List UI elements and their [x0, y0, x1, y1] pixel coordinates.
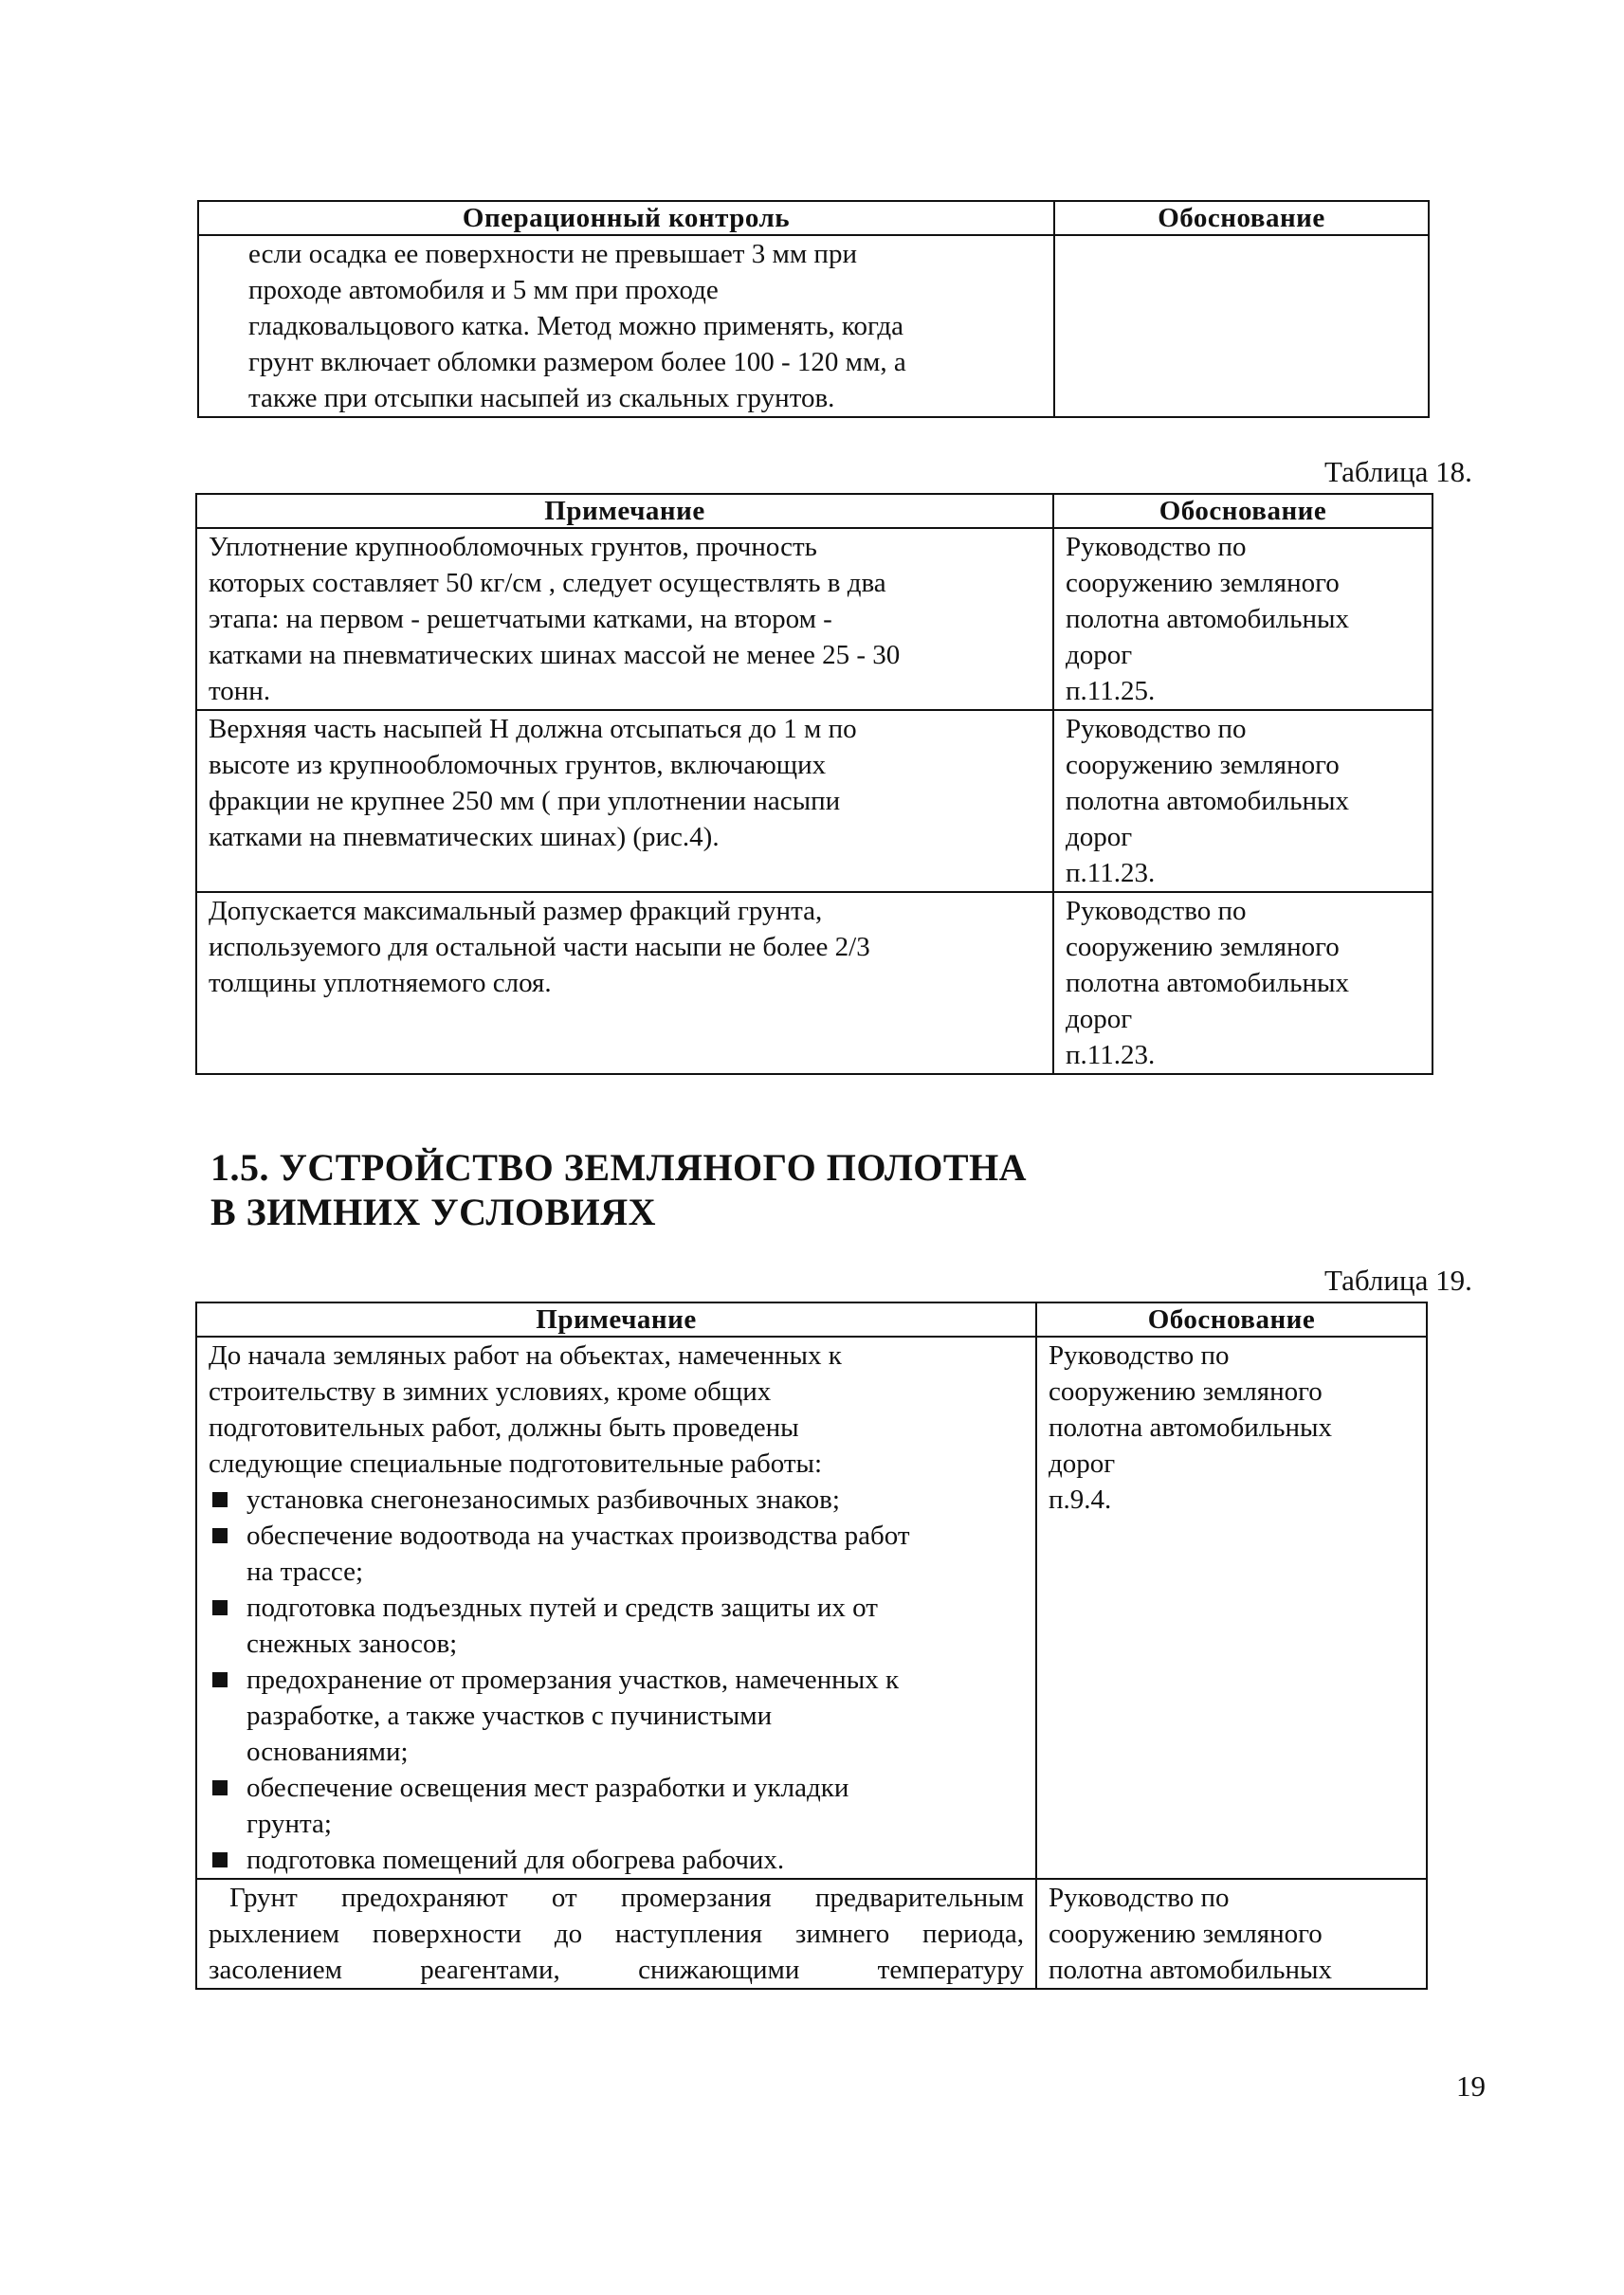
square-bullet-icon [212, 1600, 228, 1615]
note-text: Уплотнение крупнообломочных грунтов, прочность которых составляет 50 кг/см , следует осуществлять в два этапа: на первом - решетчатыми катками, на втором - катками на пневматических шинах массой не менее 25 - 30 тонн. [209, 532, 901, 706]
header-basis: Обоснование [1036, 1302, 1427, 1337]
note-line: Грунт предохраняют от промерзания предварительным [229, 1883, 1024, 1913]
note-text: Верхняя часть насыпей Н должна отсыпаться до 1 м по высоте из крупнообломочных грунтов, включающих фракции не крупнее 250 мм ( при уплотнении насыпи катками на пневматических шинах) (рис.4). [209, 714, 857, 852]
square-bullet-icon [212, 1528, 228, 1543]
note-intro: До начала земляных работ на объектах, намеченных к строительству в зимних условиях, кроме общих подготовительных работ, должны быть проведены следующие специальные подготовительные работы: [209, 1340, 842, 1479]
note-text: Допускается максимальный размер фракций грунта, используемого для остальной части насыпи не более 2/3 толщины уплотняемого слоя. [209, 896, 870, 998]
table-row [198, 235, 1429, 417]
basis-text: Руководство по сооружению земляного полотна автомобильных дорог п.9.4. [1049, 1340, 1332, 1515]
list-item: обеспечение освещения мест разработки и укладки грунта; [209, 1770, 1024, 1842]
basis-text: Руководство по сооружению земляного полотна автомобильных дорог п.11.25. [1066, 532, 1349, 706]
list-item: установка снегонезаносимых разбивочных знаков; [209, 1482, 1024, 1518]
table-row [196, 1337, 1427, 1879]
list-item: предохранение от промерзания участков, намеченных к разработке, а также участков с пучинистыми основаниями; [209, 1662, 1024, 1770]
square-bullet-icon [212, 1492, 228, 1507]
table19-caption: Таблица 19. [1324, 1264, 1472, 1297]
section-title: 1.5. УСТРОЙСТВО ЗЕМЛЯНОГО ПОЛОТНА В ЗИМНИХ УСЛОВИЯХ [210, 1146, 1028, 1233]
header-basis: Обоснование [1053, 494, 1432, 528]
note-line: засолением реагентами, снижающими температуру [209, 1955, 1024, 1985]
basis-text: Руководство по сооружению земляного полотна автомобильных дорог п.11.23. [1066, 714, 1349, 888]
table18-caption: Таблица 18. [1324, 455, 1472, 488]
header-basis: Обоснование [1054, 201, 1429, 235]
square-bullet-icon [212, 1672, 228, 1687]
table-18 [195, 493, 1433, 1075]
header-control: Операционный контроль [198, 201, 1054, 235]
header-note: Примечание [196, 1302, 1036, 1337]
list-item: подготовка помещений для обогрева рабочих. [209, 1842, 1024, 1878]
table-row [196, 528, 1432, 710]
table-header-row [198, 201, 1429, 235]
note-text: если осадка ее поверхности не превышает 3 мм при проходе автомобиля и 5 мм при проходе гладковальцового катка. Метод можно применять, когда грунт включает обломки размером более 100 - 120 мм, а также при отсыпки насыпей из скальных грунтов. [248, 239, 906, 413]
page-number: 19 [1456, 2069, 1486, 2103]
square-bullet-icon [212, 1852, 228, 1867]
list-item: обеспечение водоотвода на участках производства работ на трассе; [209, 1518, 1024, 1590]
bullet-list [209, 1482, 1024, 1878]
table-row [196, 892, 1432, 1074]
basis-text: Руководство по сооружению земляного полотна автомобильных дорог п.11.23. [1066, 896, 1349, 1070]
table-header-row [196, 1302, 1427, 1337]
list-item: подготовка подъездных путей и средств защиты их от снежных заносов; [209, 1590, 1024, 1662]
note-line: рыхлением поверхности до наступления зимнего периода, [209, 1919, 1024, 1949]
table-19 [195, 1302, 1428, 1990]
table-header-row [196, 494, 1432, 528]
square-bullet-icon [212, 1780, 228, 1795]
basis-text: Руководство по сооружению земляного полотна автомобильных [1049, 1883, 1332, 1985]
table-row [196, 710, 1432, 892]
header-note: Примечание [196, 494, 1053, 528]
table-row [196, 1879, 1427, 1989]
continuation-table [197, 200, 1430, 418]
